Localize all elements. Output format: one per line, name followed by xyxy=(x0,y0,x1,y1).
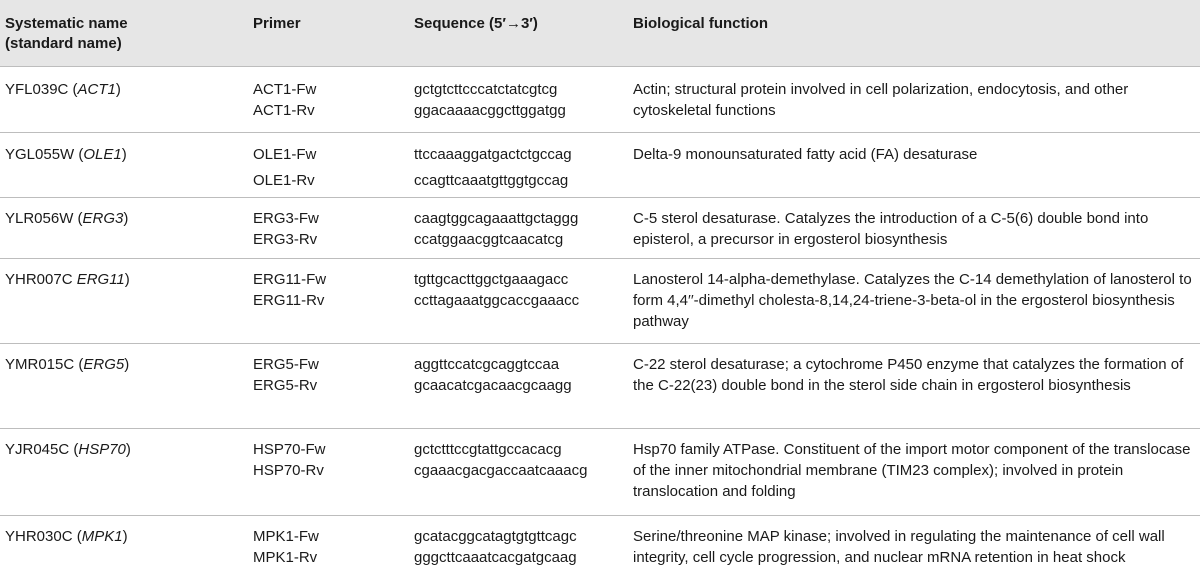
biological-function: Actin; structural protein involved in cell polarization, endocytosis, and other cytoskeletal functions xyxy=(633,81,1129,119)
primer-names xyxy=(253,79,403,121)
sequence-fw: ttccaaaggatgactctgccag xyxy=(414,146,572,163)
sequence-fw: gctctttccgtattgccacacg xyxy=(414,441,562,458)
sequence-rv: gggcttcaaatcacgatgcaag xyxy=(414,549,577,566)
sequence-fw: tgttgcacttggctgaaagacc xyxy=(414,271,569,288)
primer-names xyxy=(253,439,403,481)
standard-name: MPK1 xyxy=(81,528,123,545)
primer-fw: HSP70-Fw xyxy=(253,441,326,458)
primer-fw: ERG11-Fw xyxy=(253,271,327,288)
sequence-rv: cgaaacgacgaccaatcaaacg xyxy=(414,462,588,479)
table-header xyxy=(0,0,1200,66)
primer-rv: HSP70-Rv xyxy=(253,462,324,479)
sequence-rv: ccatggaacggtcaacatcg xyxy=(414,231,564,248)
systematic-name: YFL039C (ACT1) xyxy=(5,81,121,98)
header-primer: Primer xyxy=(253,15,301,32)
standard-name: ERG3 xyxy=(82,210,124,227)
primer-sequences xyxy=(414,208,624,250)
sequence-rv: ccttagaaatggcaccgaaacc xyxy=(414,292,580,309)
primer-rv: OLE1-Rv xyxy=(253,172,315,189)
systematic-name: YJR045C (HSP70) xyxy=(5,441,131,458)
sequence-fw: aggttccatcgcaggtccaa xyxy=(414,356,560,373)
primer-fw: ACT1-Fw xyxy=(253,81,317,98)
systematic-name: YHR007C ERG11) xyxy=(5,271,130,288)
sequence-rv: ccagttcaaatgttggtgccag xyxy=(414,172,569,189)
table-row xyxy=(0,197,1200,258)
header-standard-label: (standard name) xyxy=(5,35,122,52)
table-row xyxy=(0,132,1200,197)
primer-names xyxy=(253,269,403,311)
primer-rv: ERG3-Rv xyxy=(253,231,318,248)
biological-function: C-22 sterol desaturase; a cytochrome P450 enzyme that catalyzes the formation of the C-22(23) double bond in the sterol side chain in ergosterol biosynthesis xyxy=(633,356,1184,394)
primer-sequences xyxy=(414,439,624,481)
biological-function: Delta-9 monounsaturated fatty acid (FA) desaturase xyxy=(633,146,978,163)
header-systematic-name xyxy=(5,14,240,54)
systematic-name: YMR015C (ERG5) xyxy=(5,356,130,373)
sequence-rv: gcaacatcgacaacgcaagg xyxy=(414,377,572,394)
primer-sequences xyxy=(414,79,624,121)
primer-names xyxy=(253,354,403,396)
primer-sequences xyxy=(414,526,624,568)
primer-names xyxy=(253,526,403,568)
primer-fw: ERG3-Fw xyxy=(253,210,319,227)
sequence-fw: gcatacggcatagtgtgttcagc xyxy=(414,528,577,545)
standard-name: ERG5 xyxy=(83,356,125,373)
standard-name: ACT1 xyxy=(77,81,116,98)
primer-sequences xyxy=(414,354,624,396)
primer-sequences xyxy=(414,269,624,311)
table-row xyxy=(0,66,1200,132)
primer-rv: ACT1-Rv xyxy=(253,102,315,119)
sequence-rv: ggacaaaacggcttggatgg xyxy=(414,102,566,119)
standard-name: HSP70 xyxy=(78,441,126,458)
table-row xyxy=(0,258,1200,343)
systematic-name: YHR030C (MPK1) xyxy=(5,528,128,545)
header-function: Biological function xyxy=(633,15,768,32)
table-row xyxy=(0,343,1200,428)
primer-rv: ERG11-Rv xyxy=(253,292,325,309)
primer-rv: MPK1-Rv xyxy=(253,549,318,566)
sequence-fw: gctgtcttcccatctatcgtcg xyxy=(414,81,558,98)
sequence-fw: caagtggcagaaattgctaggg xyxy=(414,210,579,227)
primer-names xyxy=(253,208,403,250)
biological-function: Serine/threonine MAP kinase; involved in regulating the maintenance of cell wall integrity, cell cycle progression, and nuclear mRNA retention in heat shock xyxy=(633,528,1165,566)
systematic-name: YLR056W (ERG3) xyxy=(5,210,129,227)
primer-sequences xyxy=(414,144,624,191)
primer-fw: OLE1-Fw xyxy=(253,146,317,163)
primer-names xyxy=(253,144,403,191)
table-row xyxy=(0,428,1200,515)
primer-rv: ERG5-Rv xyxy=(253,377,318,394)
standard-name: OLE1 xyxy=(83,146,122,163)
biological-function: Hsp70 family ATPase. Constituent of the import motor component of the translocase of the inner mitochondrial membrane (TIM23 complex); involved in protein translocation and folding xyxy=(633,441,1191,500)
primer-fw: MPK1-Fw xyxy=(253,528,319,545)
table-row xyxy=(0,515,1200,578)
header-systematic-label: Systematic name xyxy=(5,15,128,32)
biological-function: C-5 sterol desaturase. Catalyzes the introduction of a C-5(6) double bond into episterol, a precursor in ergosterol biosynthesis xyxy=(633,210,1149,248)
primer-fw: ERG5-Fw xyxy=(253,356,319,373)
biological-function: Lanosterol 14-alpha-demethylase. Catalyzes the C-14 demethylation of lanosterol to form 4,4′′-dimethyl cholesta-8,14,24-triene-3-beta-ol in the ergosterol biosynthesis pathway xyxy=(633,271,1192,330)
systematic-name: YGL055W (OLE1) xyxy=(5,146,127,163)
standard-name: ERG11 xyxy=(76,271,125,288)
header-sequence: Sequence (5′→3′) xyxy=(414,15,538,32)
